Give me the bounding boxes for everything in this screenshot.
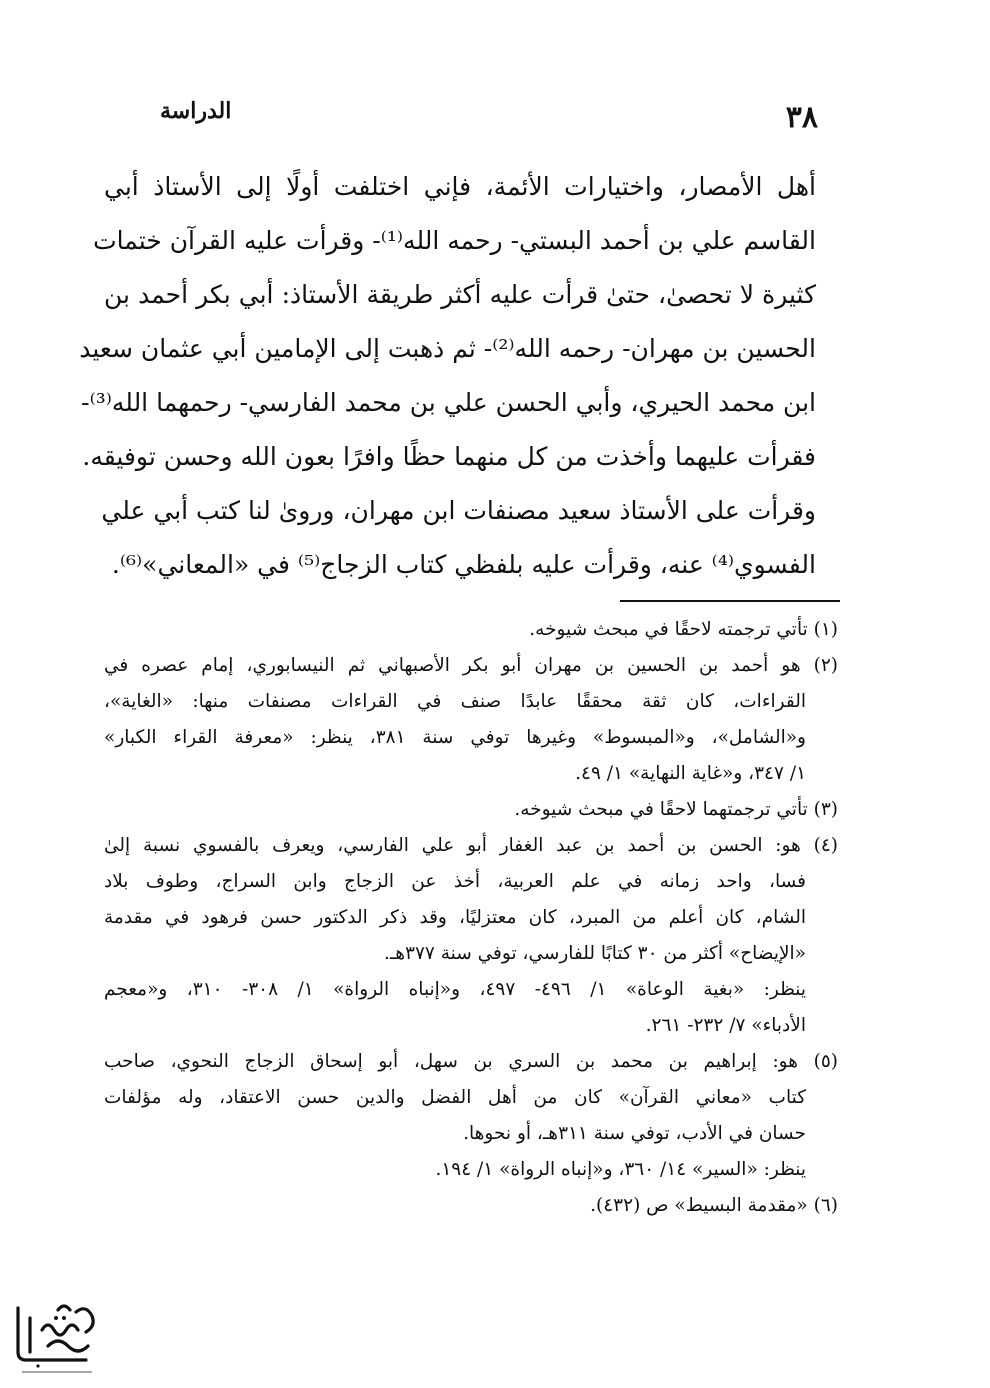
footnote-divider	[620, 600, 840, 602]
publisher-logo	[8, 1290, 100, 1380]
page-header	[100, 92, 818, 144]
footnote-line: (٣) تأتي ترجمتهما لاحقًا في مبحث شيوخه.	[514, 799, 838, 820]
footnote-line: (٥) هو: إبراهيم بن محمد بن السري بن سهل، أبو إسحاق الزجاج النحوي، صاحب	[104, 1051, 838, 1072]
footnote-line: (٦) «مقدمة البسيط» ص (٤٣٢).	[590, 1195, 838, 1216]
footnote-5	[104, 1044, 838, 1188]
main-text-line: الحسين بن مهران- رحمه الله⁽²⁾- ثم ذهبت إلى الإمامين أبي عثمان سعيد	[79, 334, 816, 363]
page-number: ٣٨	[785, 100, 818, 135]
footnote-line: (٢) هو أحمد بن الحسين بن مهران أبو بكر الأصبهاني ثم النيسابوري، إمام عصره في	[104, 655, 838, 676]
main-text-line: الفسوي⁽⁴⁾ عنه، وقرأت عليه بلفظي كتاب الزجاج⁽⁵⁾ في «المعاني»⁽⁶⁾.	[111, 550, 816, 579]
footnote-line: (٤) هو: الحسن بن أحمد بن عبد الغفار أبو علي الفارسي، ويعرف بالفسوي نسبة إلىٰ	[104, 835, 838, 856]
footnote-line: كتاب «معاني القرآن» كان من أهل الفضل والدين حسن الاعتقاد، وله مؤلفات	[104, 1087, 806, 1108]
footnote-6	[104, 1188, 838, 1224]
main-text-line: كثيرة لا تحصىٰ، حتىٰ قرأت عليه أكثر طريقة الأستاذ: أبي بكر أحمد بن	[104, 280, 816, 309]
footnote-line: حسان في الأدب، توفي سنة ٣١١هـ، أو نحوها.	[463, 1123, 806, 1144]
footnote-1	[104, 612, 838, 648]
footnote-line: الأدباء» ٧/ ٢٣٢- ٢٦١.	[645, 1015, 806, 1036]
footnote-line: ينظر: «بغية الوعاة» ١/ ٤٩٦- ٤٩٧، و«إنباه الرواة» ١/ ٣٠٨- ٣١٠، و«معجم	[104, 979, 806, 1000]
main-text-line: فقرأت عليهما وأخذت من كل منهما حظًا وافرًا بعون الله وحسن توفيقه.	[82, 442, 816, 471]
footnote-line: (١) تأتي ترجمته لاحقًا في مبحث شيوخه.	[529, 619, 838, 640]
footnote-line: القراءات، كان ثقة محققًا عابدًا صنف في القراءات مصنفات منها: «الغاية»،	[104, 691, 806, 712]
main-text-line: أهل الأمصار، واختيارات الأئمة، فإني اختلفت أولًا إلى الأستاذ أبي	[104, 172, 816, 201]
footnotes	[104, 612, 838, 1224]
main-text-line: القاسم علي بن أحمد البستي- رحمه الله⁽¹⁾- وقرأت عليه القرآن ختمات	[93, 226, 816, 255]
running-title: الدراسة	[160, 98, 232, 124]
footnote-line: و«الشامل»، و«المبسوط» وغيرها توفي سنة ٣٨١، ينظر: «معرفة القراء الكبار»	[104, 727, 806, 748]
footnote-line: ١/ ٣٤٧، و«غاية النهاية» ١/ ٤٩.	[575, 763, 806, 784]
footnote-2	[104, 648, 838, 792]
main-text-line: وقرأت على الأستاذ سعيد مصنفات ابن مهران، وروىٰ لنا كتب أبي علي	[101, 496, 816, 525]
footnote-line: الشام، كان أعلم من المبرد، كان معتزليًا، وقد ذكر الدكتور حسن فرهود في مقدمة	[104, 907, 806, 928]
main-text-line: ابن محمد الحيري، وأبي الحسن علي بن محمد الفارسي- رحمهما الله⁽³⁾-	[81, 388, 816, 417]
footnote-3	[104, 792, 838, 828]
footnote-4	[104, 828, 838, 1044]
footnote-line: «الإيضاح» أكثر من ٣٠ كتابًا للفارسي، توفي سنة ٣٧٧هـ.	[383, 943, 806, 964]
footnote-line: ينظر: «السير» ١٤/ ٣٦٠، و«إنباه الرواة» ١/ ١٩٤.	[435, 1159, 806, 1180]
main-text	[79, 160, 816, 592]
footnote-line: فسا، واحد زمانه في علم العربية، أخذ عن الزجاج وابن السراج، وطوف بلاد	[104, 871, 806, 892]
